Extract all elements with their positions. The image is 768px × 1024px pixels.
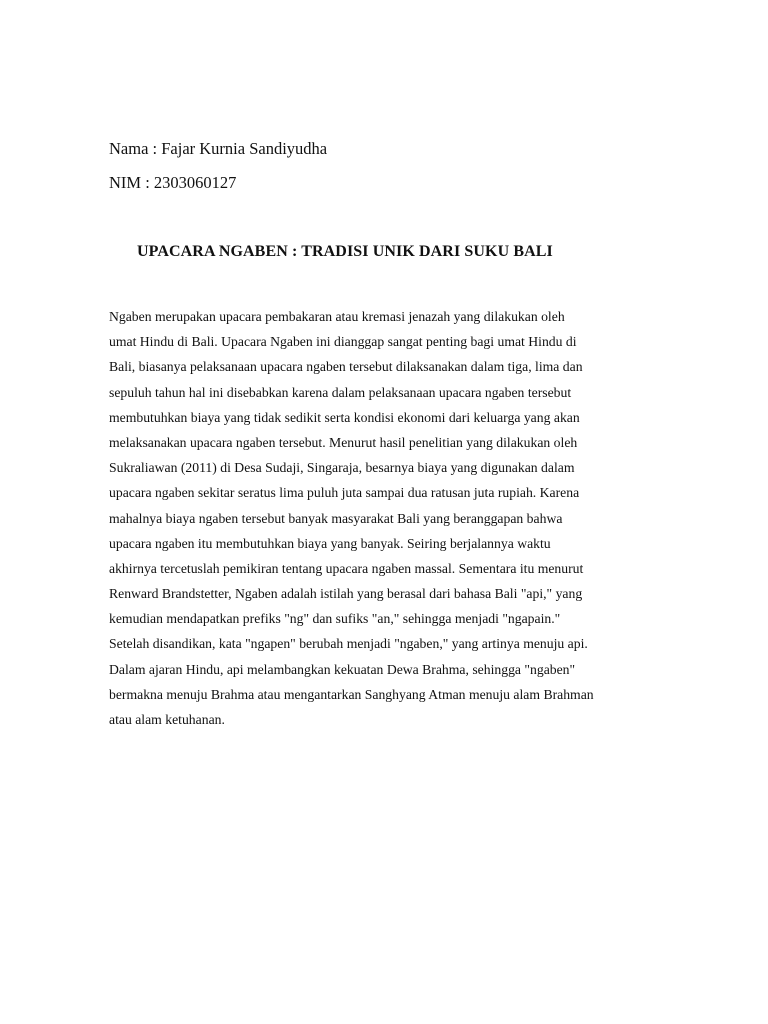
paragraph-line: Ngaben merupakan upacara pembakaran atau kremasi jenazah yang dilakukan oleh — [109, 309, 565, 324]
paragraph-line: kemudian mendapatkan prefiks "ng" dan sufiks "an," sehingga menjadi "ngapain." — [109, 611, 561, 627]
student-name: Nama : Fajar Kurnia Sandiyudha — [109, 139, 328, 158]
paragraph-line: mahalnya biaya ngaben tersebut banyak masyarakat Bali yang beranggapan bahwa — [109, 510, 563, 526]
body-paragraph — [109, 304, 669, 732]
paragraph-line: akhirnya tercetuslah pemikiran tentang upacara ngaben massal. Sementara itu menurut — [109, 560, 584, 576]
paragraph-line: Setelah disandikan, kata "ngapen" berubah menjadi "ngaben," yang artinya menuju api. — [109, 636, 588, 652]
paragraph-line: membutuhkan biaya yang tidak sedikit serta kondisi ekonomi dari keluarga yang akan — [109, 409, 580, 425]
student-nim: NIM : 2303060127 — [109, 173, 237, 192]
paragraph-line: bermakna menuju Brahma atau mengantarkan Sanghyang Atman menuju alam Brahman — [109, 686, 594, 702]
paragraph-line: Sukraliawan (2011) di Desa Sudaji, Singaraja, besarnya biaya yang digunakan dalam — [109, 460, 575, 476]
paragraph-line: sepuluh tahun hal ini disebabkan karena dalam pelaksanaan upacara ngaben tersebut — [109, 384, 572, 400]
paragraph-line: upacara ngaben itu membutuhkan biaya yang banyak. Seiring berjalannya waktu — [109, 535, 551, 551]
paragraph-line: Dalam ajaran Hindu, api melambangkan kekuatan Dewa Brahma, sehingga "ngaben" — [109, 661, 576, 677]
paragraph-line: atau alam ketuhanan. — [109, 712, 225, 727]
paragraph-line: melaksanakan upacara ngaben tersebut. Menurut hasil penelitian yang dilakukan oleh — [109, 434, 578, 450]
document-title: UPACARA NGABEN : TRADISI UNIK DARI SUKU BALI — [137, 243, 553, 260]
paragraph-line: Renward Brandstetter, Ngaben adalah istilah yang berasal dari bahasa Bali "api," yang — [109, 586, 583, 602]
paragraph-line: umat Hindu di Bali. Upacara Ngaben ini dianggap sangat penting bagi umat Hindu di — [109, 334, 577, 350]
paragraph-line: Bali, biasanya pelaksanaan upacara ngaben tersebut dilaksanakan dalam tiga, lima dan — [109, 359, 583, 375]
paragraph-line: upacara ngaben sekitar seratus lima puluh juta sampai dua ratusan juta rupiah. Karena — [109, 485, 580, 501]
